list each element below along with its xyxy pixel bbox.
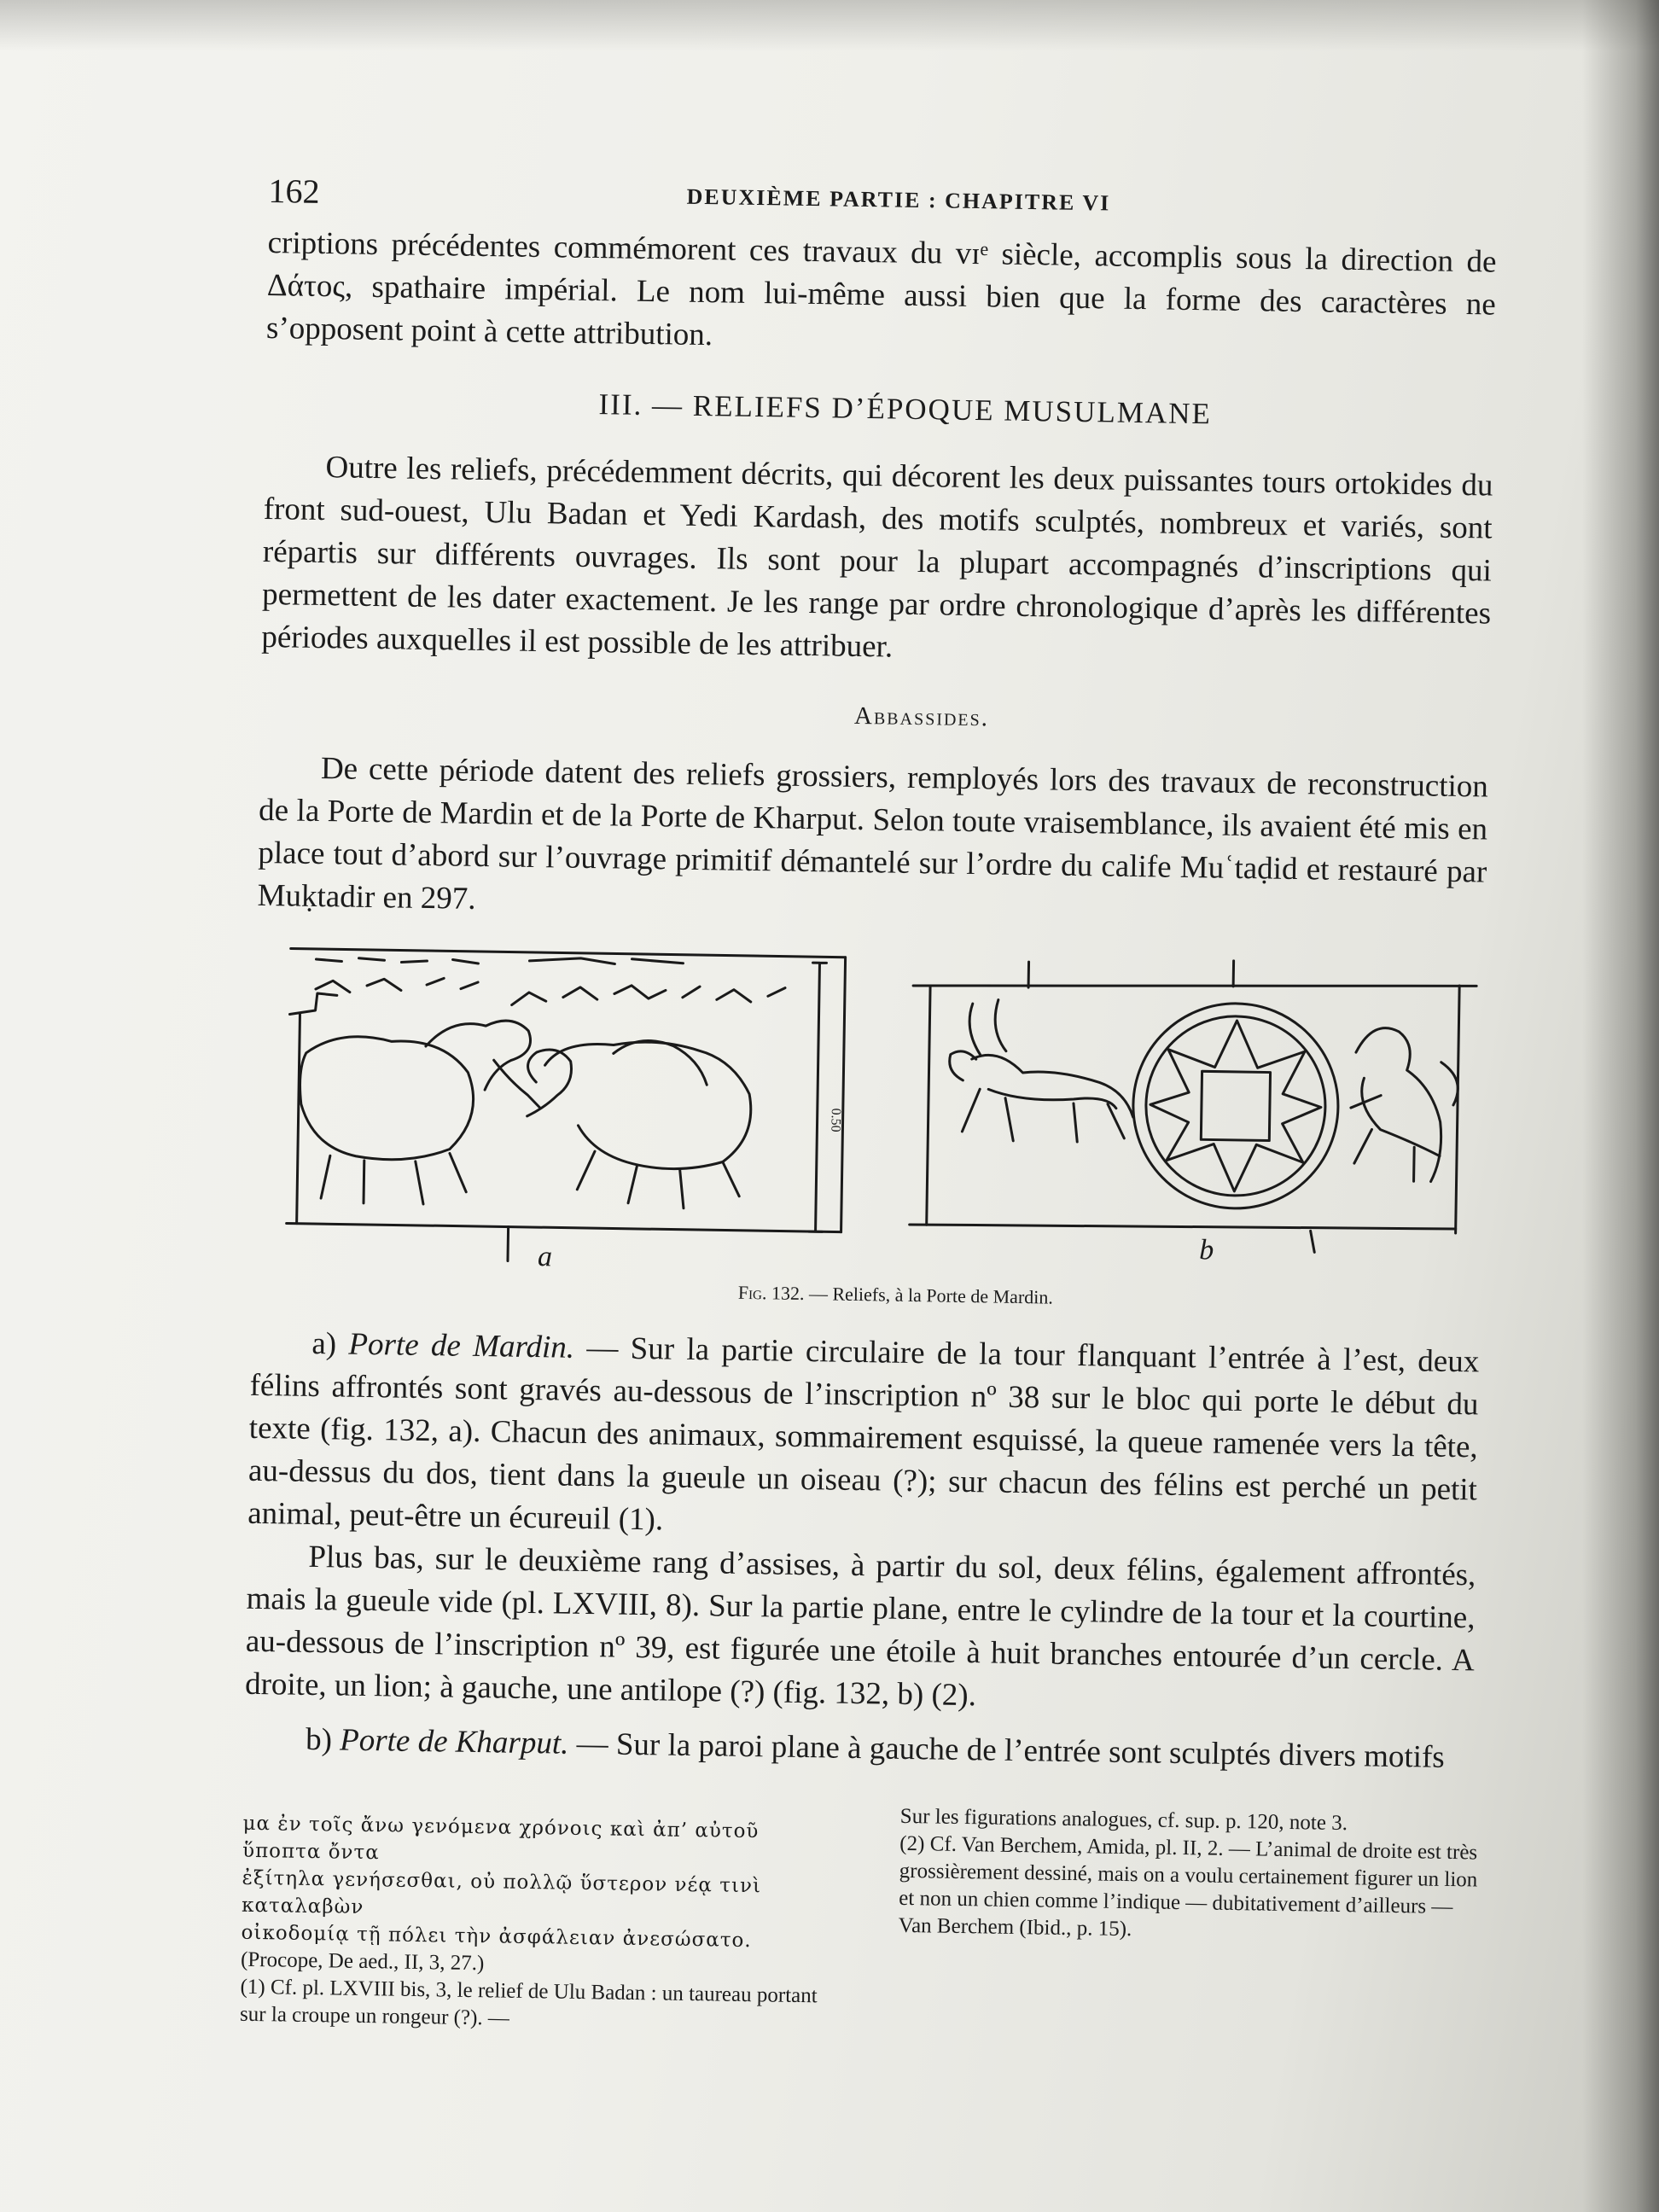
subhead-abbassides: Abbassides. (853, 701, 990, 732)
figure-dimension: 0.50 (828, 1108, 843, 1132)
footnotes-right-column (899, 1803, 1481, 1949)
footnote-1-continued: Sur les figurations analogues, cf. sup. p. 120, note 3. (899, 1804, 1348, 1836)
paragraph-plus-bas: Plus bas, sur le deuxième rang d’assises, à partir du sol, deux félins, également affrontés, mais la gueule vide (pl. LXVIII, 8). Sur la partie plane, entre le cylindre de la tour et la courtine, au-dessous de l’inscription nº 39, est figurée une étoile à huit branches entourée d’un cercle. A droite, un lion; à gauche, une antilope (?) (fig. 132, b) (2). (244, 1539, 1476, 1714)
relief-a-drawing (286, 949, 846, 1266)
page-number: 162 (268, 171, 320, 211)
figure-caption-prefix: Fig. 132. (737, 1281, 805, 1305)
figure-label-b: b (1198, 1234, 1214, 1266)
para-b-lead: b) (305, 1721, 341, 1758)
greek-quote-line-1: μα ἐν τοῖς ἄνω γενόμενα χρόνοις καὶ ἀπ’ αὐτοῦ ὕποπτα ὄντα (242, 1812, 760, 1865)
top-shadow (0, 0, 1659, 51)
figure-132 (252, 941, 1486, 1294)
page-edge-shadow (1582, 0, 1659, 2212)
running-head: DEUXIÈME PARTIE : CHAPITRE VI (686, 183, 1111, 216)
relief-b-drawing (909, 956, 1476, 1254)
para-b-title: Porte de Kharput. (339, 1722, 569, 1761)
paragraph-porte-de-mardin (247, 1322, 1480, 1555)
footnote-2: (2) Cf. Van Berchem, Amida, pl. II, 2. — L’animal de droite est très grossièrement dessiné, mais on a voulu certainement figurer un lion et non un chien comme l’indique — dubitativement d’ailleurs — Van Berchem (Ibid., p. 15). (898, 1831, 1478, 1941)
greek-quote-line-2: ἐξίτηλα γενήσεσθαι, οὐ πολλῷ ὕστερον νέᾳ τινὶ καταλαβὼν (241, 1866, 762, 1918)
procope-citation: (Procope, De aed., II, 3, 27.) (240, 1947, 485, 1976)
paragraph-porte-de-kharput (244, 1718, 1474, 1780)
abbasid-paragraph: De cette période datent des reliefs grossiers, remployés lors des travaux de reconstruction de la Porte de Mardin et de la Porte de Kharput. Selon toute vraisemblance, ils avaient été mis en place tout d’abord sur l’ouvrage primitif démantelé sur l’ordre du calife Muʿtaḍid et restauré par Muḳtadir en 297. (257, 751, 1489, 917)
footnotes-left-column (240, 1810, 841, 2038)
figure-caption-text: — Reliefs, à la Porte de Mardin. (808, 1283, 1054, 1308)
para-b-text: — Sur la paroi plane à gauche de l’entrée sont sculptés divers motifs (568, 1726, 1446, 1775)
page-content (240, 171, 1498, 2034)
footnote-1: (1) Cf. pl. LXVIII bis, 3, le relief de Ulu Badan : un taureau portant sur la croupe un rongeur (?). — (239, 1975, 818, 2030)
section-title: III. — RELIEFS D’ÉPOQUE MUSULMANE (598, 387, 1213, 431)
greek-quote-line-3: οἰκοδομίᾳ τῇ πόλει τὴν ἀσφάλειαν ἀνεσώσατο. (Procope, De aed., II, 3, 27.) (240, 1921, 752, 1976)
relief-drawings (252, 941, 1486, 1294)
section-paragraph: Outre les reliefs, précédemment décrits, qui décorent les deux puissantes tours ortokides du front sud-ouest, Ulu Badan et Yedi Kardash, des motifs sculptés, nombreux et variés, sont répartis sur différents ouvrages. Ils sont pour la plupart accompagnés d’inscriptions qui permettent de les dater exactement. Je les range par ordre chronologique d’après les différentes périodes auxquelles il est possible de les attribuer. (261, 450, 1493, 665)
para-a-title: Porte de Mardin. (348, 1326, 575, 1365)
figure-label-a: a (537, 1241, 553, 1273)
intro-paragraph: criptions précédentes commémorent ces travaux du vɪᵉ siècle, accomplis sous la direction de Δάτος, spathaire impérial. Le nom lui-même aussi bien que la forme des caractères ne s’opposent point à cette attribution. (265, 224, 1497, 353)
para-a-text: — Sur la partie circulaire de la tour flanquant l’entrée à l’est, deux félins affrontés sont gravés au-dessous de l’inscription nº 38 sur le bloc qui porte le début du texte (fig. 132, a). Chacun des animaux, sommairement esquissé, la queue ramenée vers la tête, au-dessus du dos, tient dans la gueule un oiseau (?); sur chacun des félins est perché un petit animal, peut-être un écureuil (1). (247, 1330, 1480, 1538)
para-a-lead: a) (311, 1325, 349, 1362)
footnotes (239, 1793, 1478, 2034)
